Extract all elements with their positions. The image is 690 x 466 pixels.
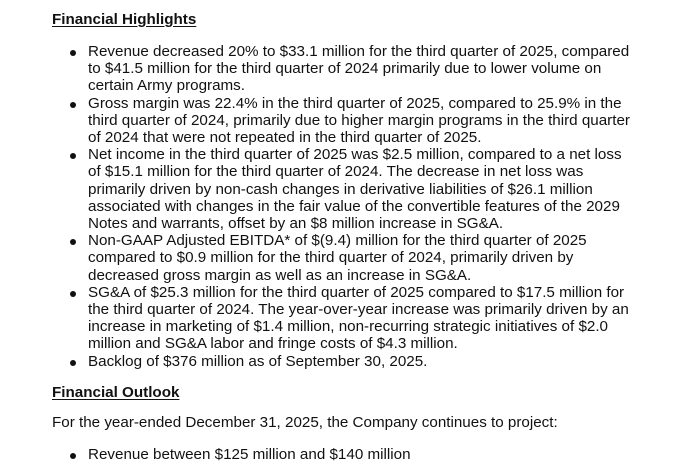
list-item <box>0 446 690 463</box>
list-item <box>0 353 690 370</box>
financial-highlights-list <box>0 43 690 370</box>
bullet-icon <box>70 50 76 56</box>
financial-outlook-heading: Financial Outlook <box>52 384 180 401</box>
list-item-text: Non-GAAP Adjusted EBITDA* of $(9.4) million for the third quarter of 2025 compared to $0.9 million for the third quarter of 2024, primarily driven by decreased gross margin as well as an increase in SG&A. <box>88 232 587 284</box>
list-item-text: Backlog of $376 million as of September 30, 2025. <box>88 352 428 370</box>
bullet-icon <box>70 360 76 366</box>
financial-highlights-heading: Financial Highlights <box>52 11 197 28</box>
bullet-icon <box>70 291 76 297</box>
bullet-icon <box>70 102 76 108</box>
list-item-text: Net income in the third quarter of 2025 was $2.5 million, compared to a net loss of $15.1 million for the third quarter of 2024. The decrease in net loss was primarily driven by non-cash changes in derivative liabilities of $26.1 million associated with changes in the fair value of the convertible features of the 2029 Notes and warrants, offset by an $8 million increase in SG&A. <box>88 146 622 233</box>
list-item-text: SG&A of $25.3 million for the third quarter of 2025 compared to $17.5 million for the third quarter of 2024. The year-over-year increase was primarily driven by an increase in marketing of $1.4 million, non-recurring strategic initiatives of $2.0 million and SG&A labor and fringe costs of $4.3 million. <box>88 283 629 353</box>
list-item-text: Gross margin was 22.4% in the third quarter of 2025, compared to 25.9% in the third quarter of 2024, primarily due to higher margin programs in the third quarter of 2024 that were not repeated in the third quarter of 2025. <box>88 94 630 147</box>
list-item <box>0 232 690 284</box>
financial-outlook-intro: For the year-ended December 31, 2025, the Company continues to project: <box>52 414 558 431</box>
list-item <box>0 146 690 232</box>
list-item-text: Revenue between $125 million and $140 million <box>88 446 411 463</box>
bullet-icon <box>70 453 76 459</box>
list-item <box>0 284 690 353</box>
bullet-icon <box>70 153 76 159</box>
list-item <box>0 43 690 95</box>
list-item-text: Revenue decreased 20% to $33.1 million for the third quarter of 2025, compared to $41.5 million for the third quarter of 2024 primarily due to lower volume on certain Army programs. <box>88 43 630 95</box>
financial-outlook-list <box>0 446 690 463</box>
list-item <box>0 95 690 147</box>
bullet-icon <box>70 239 76 245</box>
